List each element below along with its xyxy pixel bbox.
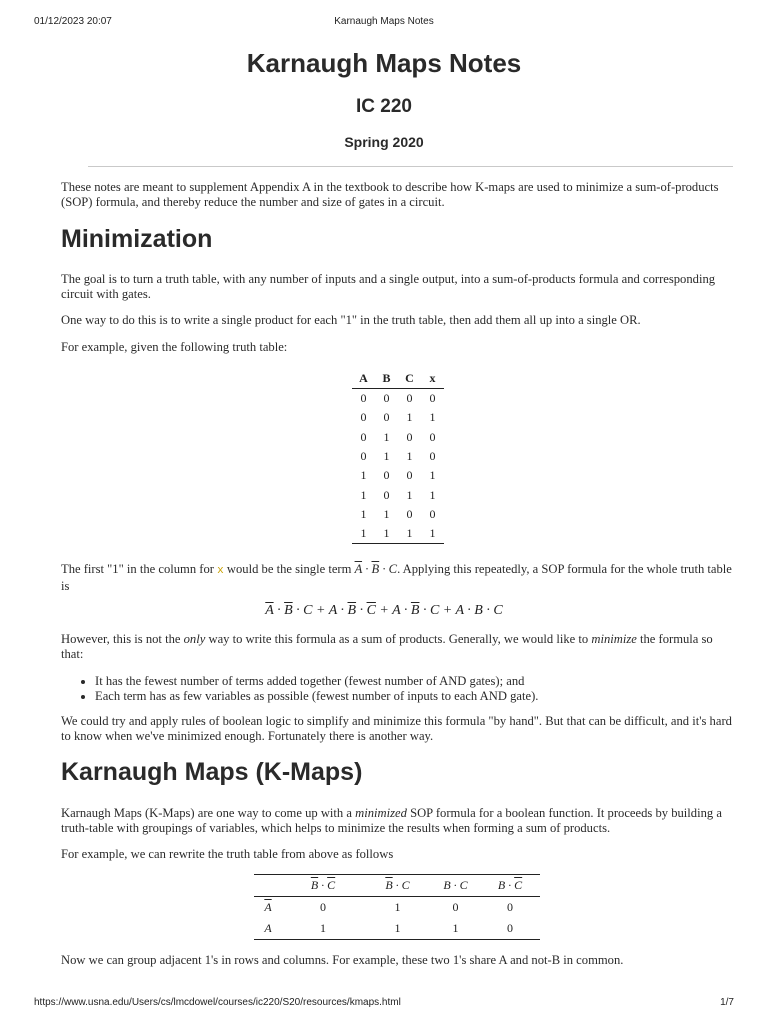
table-cell: 1 [394,921,401,935]
table-cell: 1 [320,921,326,935]
table-cell: 1 [406,526,413,541]
table-cell: 1 [360,526,367,541]
kmap-column-header: $B \cdot \overline{C}$ [497,878,523,892]
table-cell: 1 [406,487,413,502]
paragraph-text: way to write this formula as a sum of products. Generally, we would like to [208,632,589,646]
table-row [254,918,540,940]
table-cell: 0 [360,449,367,464]
kmap-row-header: $\overline{A}$ [264,900,272,914]
by-hand-paragraph: We could try and apply rules of boolean logic to simplify and minimize this formula "by hand". But that can be difficult, and it's hard to know when we've minimized enough. Fortunately there is another way. [61,714,732,743]
table-cell: 1 [429,468,436,483]
table-cell: 1 [383,526,390,541]
kmap-table [254,874,540,940]
table-cell: 0 [507,900,513,914]
table-row [254,897,540,919]
section-heading-kmaps: Karnaugh Maps (K-Maps) [61,758,363,786]
page-title: Karnaugh Maps Notes [246,48,522,78]
print-datetime: 01/12/2023 20:07 [34,16,112,27]
minimization-paragraph-3: For example, given the following truth table: [61,340,288,354]
table-cell: 1 [360,487,367,502]
emphasis-minimized: minimized [355,806,407,820]
truth-table [352,368,444,544]
table-cell: 0 [360,410,367,425]
kmap-row-header: A [264,921,272,935]
header-divider [88,166,733,167]
list-item: • Each term has as few variables as possible (fewest number of inputs to each AND gate). [95,689,767,704]
truth-table-header: x [429,370,436,385]
table-cell: 1 [383,449,390,464]
table-cell: 1 [452,921,459,935]
table-cell: 0 [383,487,390,502]
single-term-formula: $\overline{A} \cdot \overline{B} \cdot C$ [354,562,398,576]
table-row [352,408,444,427]
table-cell: 1 [383,506,390,521]
table-row [352,428,444,447]
code-x: x [217,565,224,577]
first-one-paragraph [61,562,733,594]
kmaps-paragraph-2: For example, we can rewrite the truth table from above as follows [61,847,394,861]
intro-paragraph: These notes are meant to supplement Appendix A in the textbook to describe how K-maps are used to minimize a sum-of-products (SOP) formula, and thereby reduce the number and size of gates in a circuit. [61,180,719,209]
section-heading-minimization: Minimization [61,225,213,253]
print-page-number: 1/7 [720,997,734,1008]
kmaps-paragraph-3: Now we can group adjacent 1's in rows and columns. For example, these two 1's share A and not-B in common. [61,953,624,967]
minimization-paragraph-1: The goal is to turn a truth table, with any number of inputs and a single output, into a sum-of-products formula and corresponding circuit with gates. [61,272,716,301]
table-cell: 1 [406,449,413,464]
kmap-column-header: B · C [443,878,468,892]
kmap-column-header: $\overline{B} \cdot C$ [385,878,410,892]
table-cell: 0 [406,429,413,444]
minimization-paragraph-2: One way to do this is to write a single product for each "1" in the truth table, then add them all up into a single OR. [61,313,641,327]
paragraph-text: the formula so that: [61,632,713,661]
paragraph-text: The first "1" in the column for [61,562,214,576]
print-page-title: Karnaugh Maps Notes [334,16,434,27]
course-code: IC 220 [356,96,412,117]
kmap-corner-cell [254,875,282,897]
term-label: Spring 2020 [344,134,424,150]
table-row [352,447,444,466]
paragraph-text: Karnaugh Maps (K-Maps) are one way to come up with a [61,806,352,820]
however-paragraph [61,632,733,662]
emphasis-minimize: minimize [591,632,637,646]
table-cell: 1 [406,410,413,425]
table-cell: 1 [383,429,390,444]
table-cell: 0 [383,410,390,425]
sop-formula: $\overline{A} \cdot \overline{B} \cdot C + A \cdot \overline{B} \cdot \overline{C} + A \cdot \overline{B} \cdot C + A \cdot B \cdot C$ [265,603,503,618]
table-cell: 0 [507,921,513,935]
table-row [352,524,444,544]
table-cell: 0 [452,900,459,914]
table-cell: 0 [383,391,390,406]
truth-table-header-row [352,368,444,389]
kmaps-paragraph-1 [61,806,733,836]
kmap-header-row [254,875,540,897]
table-cell: 0 [429,449,436,464]
table-cell: 0 [360,429,367,444]
paragraph-text: . Applying this repeatedly, a SOP formula for the whole truth table is [61,562,732,593]
table-row [352,485,444,504]
table-cell: 0 [360,391,367,406]
table-cell: 0 [406,468,413,483]
list-item: • It has the fewest number of terms added together (fewest number of AND gates); and [95,674,767,689]
table-cell: 1 [394,900,401,914]
table-row [352,505,444,524]
table-cell: 0 [429,429,436,444]
print-url: https://www.usna.edu/Users/cs/lmcdowel/courses/ic220/S20/resources/kmaps.html [34,997,401,1008]
table-cell: 1 [429,526,436,541]
paragraph-text: would be the single term [226,562,352,576]
emphasis-only: only [183,632,206,646]
table-cell: 0 [429,506,436,521]
table-cell: 1 [429,487,436,502]
table-cell: 0 [383,468,390,483]
paragraph-text: However, this is not the [61,632,181,646]
paragraph-text: SOP formula for a boolean function. It proceeds by building a truth-table with groupings of variables, which helps to minimize the results when forming a sum of products. [61,806,722,835]
table-cell: 0 [406,391,413,406]
table-cell: 1 [360,506,367,521]
kmap-column-header: $\overline{B} \cdot \overline{C}$ [310,878,336,892]
truth-table-header: C [405,370,414,385]
table-cell: 0 [320,900,326,914]
table-cell: 1 [360,468,367,483]
truth-table-header: A [359,370,368,385]
table-cell: 1 [429,410,436,425]
minimization-goals-list [61,674,767,704]
table-cell: 0 [406,506,413,521]
truth-table-header: B [382,370,391,385]
table-row [352,466,444,485]
table-row [352,389,444,409]
table-cell: 0 [429,391,436,406]
